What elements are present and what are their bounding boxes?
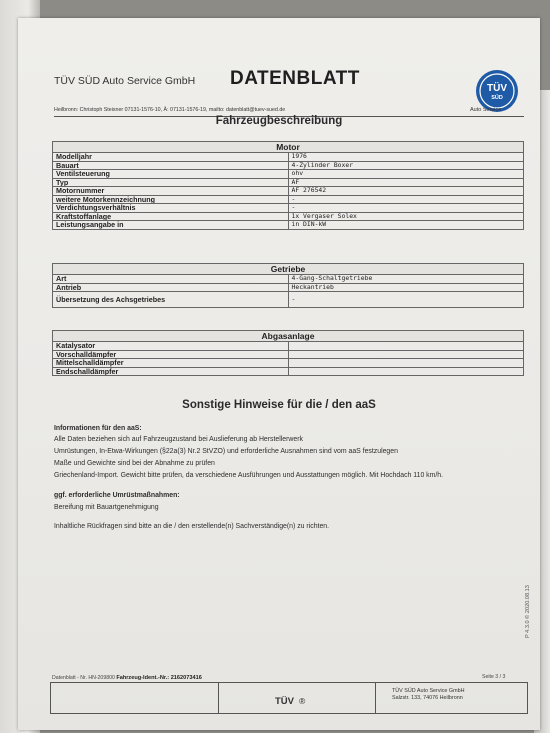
document-title: DATENBLATT: [230, 68, 360, 89]
row-value: AF 276542: [288, 187, 524, 196]
table-row: [53, 359, 524, 368]
footer-tuev-mark: TÜV: [275, 696, 294, 707]
footer-divider: [218, 682, 219, 713]
rueckfragen-text: Inhaltliche Rückfragen sind bitte an die / den erstellende(n) Sachverständige(n) zu richten.: [54, 523, 330, 530]
table-row: [53, 350, 524, 359]
table-row: [53, 187, 524, 196]
row-label: Ventilsteuerung: [53, 170, 289, 179]
ident-number: Fahrzeug-Ident.-Nr.: 2162073416: [116, 675, 202, 681]
row-value: -: [288, 204, 524, 213]
footer-divider: [375, 682, 376, 713]
row-value: Heckantrieb: [288, 283, 524, 292]
row-value: 4-Zylinder Boxer: [288, 161, 524, 170]
footer-datenblatt-nr: [52, 675, 202, 681]
logo-subtext: SÜD: [491, 95, 503, 101]
table-row: [53, 212, 524, 221]
table-row: [53, 342, 524, 351]
table-row: [53, 292, 524, 308]
umruest-heading: ggf. erforderliche Umrüstmaßnahmen:: [54, 492, 180, 499]
table-row: [53, 204, 524, 213]
row-value: 1976: [288, 153, 524, 162]
row-label: Leistungsangabe in: [53, 221, 289, 230]
table-row: [53, 275, 524, 284]
info-line: Griechenland-Import. Gewicht bitte prüfen, da verschiedene Ausführungen und Ausstattungen möglich. Mit Hochdach 110 km/h.: [54, 472, 444, 479]
row-label: Kraftstoffanlage: [53, 212, 289, 221]
table-row: [53, 283, 524, 292]
company-name: TÜV SÜD Auto Service GmbH: [54, 75, 196, 87]
row-value: [288, 359, 524, 368]
version-code: P 4.3.0 © 2020.08.13: [525, 585, 531, 638]
motor-table: [52, 141, 524, 230]
table-row: [53, 161, 524, 170]
row-value: in DIN-kW: [288, 221, 524, 230]
row-label: Typ: [53, 178, 289, 187]
row-label: Katalysator: [53, 342, 289, 351]
table-row: [53, 367, 524, 376]
info-heading: Informationen für den aaS:: [54, 425, 142, 432]
info-line: Maße und Gewichte sind bei der Abnahme zu prüfen: [54, 460, 215, 467]
table-row: [53, 195, 524, 204]
logo-caption: Auto Service: [470, 107, 502, 113]
row-label: Endschalldämpfer: [53, 367, 289, 376]
getriebe-table-title: Getriebe: [53, 264, 524, 275]
row-label: weitere Motorkennzeichnung: [53, 195, 289, 204]
contact-line: Heilbronn: Christoph Steixner 07131-1576-10, Ä: 07131-1576-19, mailto: datenblatt@tuev-sued.de: [54, 107, 286, 113]
table-row: [53, 170, 524, 179]
row-label: Modelljahr: [53, 153, 289, 162]
row-label: Motornummer: [53, 187, 289, 196]
row-value: [288, 350, 524, 359]
section-title-hinweise: Sonstige Hinweise für die / den aaS: [182, 399, 376, 411]
datenblatt-number: Datenblatt - Nr. HN-209800: [52, 675, 115, 681]
row-label: Verdichtungsverhältnis: [53, 204, 289, 213]
info-line: Umrüstungen, In-Etwa-Wirkungen (§22a(3) Nr.2 StVZO) und erforderliche Ausnahmen sind vom aaS festzulegen: [54, 448, 398, 455]
row-label: Art: [53, 275, 289, 284]
table-row: [53, 221, 524, 230]
logo-text: TÜV: [487, 83, 507, 94]
row-value: -: [288, 195, 524, 204]
info-line: Alle Daten beziehen sich auf Fahrzeugzustand bei Auslieferung ab Herstellerwerk: [54, 436, 303, 443]
row-value: 1x Vergaser Solex: [288, 212, 524, 221]
row-value: AF: [288, 178, 524, 187]
umruest-text: Bereifung mit Bauartgenehmigung: [54, 504, 159, 511]
abgas-table-title: Abgasanlage: [53, 331, 524, 342]
footer-address-line: Salzstr. 133, 74076 Heilbronn: [392, 695, 463, 701]
section-title-fahrzeug: Fahrzeugbeschreibung: [215, 115, 343, 127]
row-value: [288, 367, 524, 376]
row-label: Antrieb: [53, 283, 289, 292]
table-row: [53, 178, 524, 187]
footer-address-line: TÜV SÜD Auto Service GmbH: [392, 688, 465, 694]
motor-table-title: Motor: [53, 142, 524, 153]
abgas-table: [52, 330, 524, 376]
datasheet-page: [18, 18, 540, 730]
row-value: 4-Gang-Schaltgetriebe: [288, 275, 524, 284]
row-value: [288, 342, 524, 351]
row-value: -: [288, 292, 524, 308]
getriebe-table: [52, 263, 524, 308]
row-value: ohv: [288, 170, 524, 179]
footer-address: [392, 688, 465, 702]
row-label: Vorschalldämpfer: [53, 350, 289, 359]
row-label: Bauart: [53, 161, 289, 170]
table-row: [53, 153, 524, 162]
row-label: Übersetzung des Achsgetriebes: [53, 292, 289, 308]
page-indicator: Seite 3 / 3: [482, 674, 506, 680]
footer-registered-mark: ®: [299, 696, 306, 706]
row-label: Mittelschalldämpfer: [53, 359, 289, 368]
